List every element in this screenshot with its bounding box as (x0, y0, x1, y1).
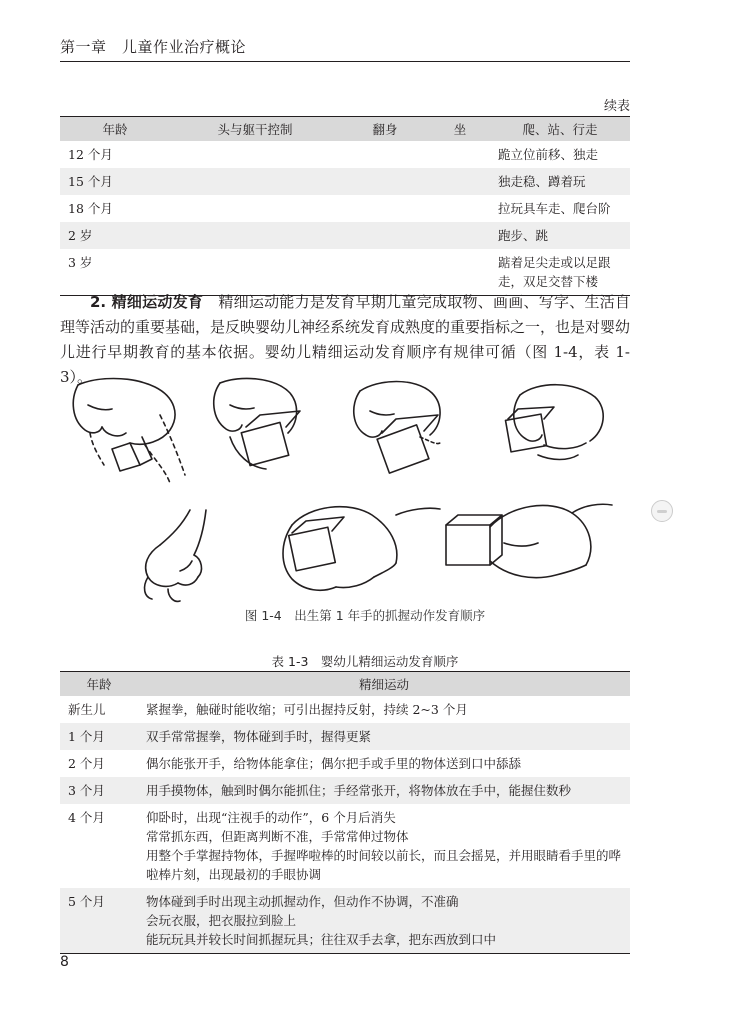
age-cell: 15 个月 (60, 168, 170, 195)
head-cell (170, 249, 340, 296)
hand-radial-digital-drawing (505, 385, 603, 460)
table-row (60, 249, 630, 296)
table-row (60, 777, 630, 804)
sit-cell (430, 249, 490, 296)
table-row (60, 222, 630, 249)
description-line: 物体碰到手时出现主动抓握动作，但动作不协调，不准确 (146, 893, 459, 909)
column-header-age: 年龄 (60, 117, 170, 141)
header-rule (60, 61, 630, 62)
head-cell (170, 168, 340, 195)
fine-motor-table (60, 671, 630, 954)
column-header-age: 年龄 (60, 672, 138, 696)
motor-development-table (60, 116, 630, 296)
age-cell: 12 个月 (68, 146, 113, 162)
description-line: 双手常常握拳，物体碰到手时，握得更紧 (146, 728, 372, 744)
roll-cell (340, 168, 430, 195)
age-cell: 1 个月 (60, 723, 138, 750)
table-row (60, 195, 630, 222)
roll-cell (340, 249, 430, 296)
scroll-marker-icon (651, 500, 673, 522)
description-cell (138, 888, 630, 954)
description-line: 用手摸物体，触到时偶尔能抓住；手经常张开，将物体放在手中，能握住数秒 (146, 782, 572, 798)
roll-cell (340, 141, 430, 168)
description-cell (138, 723, 630, 750)
walk-cell: 跪立位前移、独走 (498, 146, 599, 162)
description-line: 仰卧时，出现“注视手的动作”，6 个月后消失 (146, 809, 396, 825)
hand-open-reach-drawing (145, 510, 206, 601)
description-line: 紧握拳，触碰时能收缩；可引出握持反射，持续 2~3 个月 (146, 701, 468, 717)
continued-label: 续表 (603, 99, 630, 114)
grasp-development-figure (60, 375, 630, 605)
age-cell: 2 岁 (60, 222, 170, 249)
running-header: 第一章 儿童作业治疗概论 (60, 38, 247, 56)
hand-palmar-grasp-drawing (214, 378, 300, 469)
figure-caption: 图 1-4 出生第 1 年手的抓握动作发育顺序 (244, 608, 486, 623)
description-line: 常常抓东西，但距离判断不准，手常常伸过物体 (146, 828, 409, 844)
column-header-sit: 坐 (430, 117, 490, 141)
page-number: 8 (60, 954, 69, 970)
table-row (60, 888, 630, 954)
head-cell (170, 141, 340, 168)
age-cell: 3 岁 (68, 254, 93, 270)
column-header-fine-motor: 精细运动 (138, 672, 630, 696)
hand-radial-palmar-drawing (354, 382, 440, 474)
table-header-row (60, 672, 630, 696)
age-cell: 4 个月 (68, 809, 105, 825)
table-row (60, 804, 630, 888)
hand-pincer-cube-drawing (446, 504, 612, 577)
description-line: 能玩玩具并较长时间抓握玩具；往往双手去拿，把东西放到口中 (146, 931, 497, 947)
roll-cell (340, 222, 430, 249)
age-cell: 新生儿 (68, 701, 106, 717)
column-header-head-trunk: 头与躯干控制 (170, 117, 340, 141)
description-line: 会玩衣服，把衣服拉到脸上 (146, 912, 297, 928)
walk-cell: 拉玩具车走、爬台阶 (498, 200, 611, 216)
walk-cell: 跑步、跳 (490, 222, 630, 249)
sit-cell (430, 222, 490, 249)
walk-cell: 踮着足尖走或以足跟走，双足交替下楼 (498, 254, 611, 289)
description-line: 用整个手掌握持物体，手握哗啦棒的时间较以前长，而且会摇晃，并用眼睛看手里的哗啦棒片刻，出现最初的手眼协调 (146, 847, 622, 882)
table-caption: 表 1-3 婴幼儿精细运动发育顺序 (271, 654, 459, 669)
walk-cell: 独走稳、蹲着玩 (490, 168, 630, 195)
hand-reflex-grasp-drawing (73, 379, 185, 484)
head-cell (170, 222, 340, 249)
table-row (60, 168, 630, 195)
table-row (60, 141, 630, 168)
table-header-row (60, 117, 630, 141)
grasp-illustrations (60, 375, 630, 605)
description-line: 偶尔能张开手，给物体能拿住；偶尔把手或手里的物体送到口中舔舔 (146, 755, 522, 771)
column-header-walk: 爬、站、行走 (490, 117, 630, 141)
head-cell (170, 195, 340, 222)
description-cell (138, 696, 630, 723)
roll-cell (340, 195, 430, 222)
age-cell: 5 个月 (60, 888, 138, 954)
hand-cube-hold-drawing (283, 507, 440, 591)
sit-cell (430, 168, 490, 195)
age-cell: 2 个月 (68, 755, 105, 771)
table-row (60, 750, 630, 777)
sit-cell (430, 141, 490, 168)
description-cell (138, 804, 630, 888)
section-body: 精细运动能力是发育早期儿童完成取物、画画、写字、生活自理等活动的重要基础，是反映婴幼儿神经系统发育成熟度的重要指标之一，也是对婴幼儿进行早期教育的基本依据。婴幼儿精细运动发育顺序有规律可循（图 1-4，表 1-3）。 (60, 293, 631, 386)
section-heading: 2. 精细运动发育 (90, 293, 204, 311)
description-cell (138, 777, 630, 804)
description-cell (138, 750, 630, 777)
age-cell: 18 个月 (68, 200, 113, 216)
age-cell: 3 个月 (60, 777, 138, 804)
table-row (60, 696, 630, 723)
column-header-roll: 翻身 (340, 117, 430, 141)
table-row (60, 723, 630, 750)
sit-cell (430, 195, 490, 222)
